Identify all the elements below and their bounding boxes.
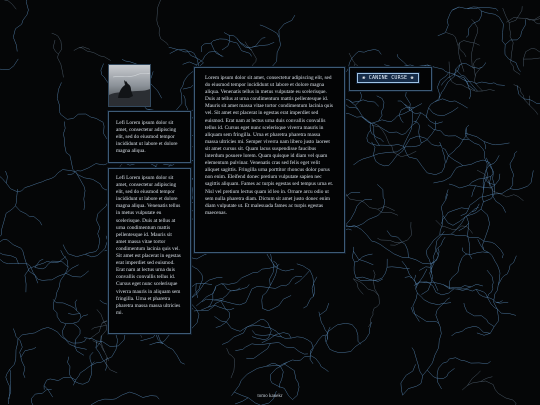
lightning-streak <box>484 141 486 149</box>
lightning-streak <box>85 236 107 257</box>
lightning-streak <box>506 18 540 24</box>
lightning-streak <box>498 256 516 285</box>
lightning-streak <box>6 327 58 399</box>
lightning-streak <box>463 248 501 336</box>
lightning-streak <box>345 185 398 215</box>
lightning-streak <box>266 363 283 387</box>
lightning-streak <box>352 247 387 281</box>
lightning-streak <box>403 303 451 396</box>
lightning-streak <box>421 234 503 295</box>
lightning-streak <box>371 130 384 142</box>
lightning-streak <box>466 11 481 38</box>
lightning-streak <box>415 113 421 122</box>
lightning-streak <box>15 206 42 225</box>
lightning-streak <box>222 35 230 50</box>
lightning-streak <box>517 85 540 134</box>
lightning-streak <box>509 6 522 22</box>
lightning-streak <box>464 303 494 327</box>
lightning-streak <box>320 303 329 315</box>
lightning-streak <box>451 207 478 234</box>
paw-icon: ❀ <box>410 75 414 81</box>
footer <box>0 394 540 399</box>
lightning-streak <box>526 16 540 20</box>
lightning-streak <box>97 309 109 360</box>
lightning-streak <box>428 125 469 140</box>
lightning-streak <box>297 264 315 308</box>
sidebar-text-2: Lefi Lorem ipsum dolor sit amet, consectetur adipiscing elit, sed do eiusmod tempor incididunt ut labore et dolore magna aliqua. Venenatis tellus in metus vulputate eu scelerisque. Duis at tellus at urna condimentum mattis pellentesque id. Mauris sit amet massa vitae tortor condimentum lacinia quis vel. Sit amet est placerat in egestas erat imperdiet sed euismod. Erat nam at lectus urna duis convallis convallis tellus id. Cursus eget nunc scelerisque viverra mauris in aliquam sem fringilla. Urna et pharetra pharetra massa massa ultricies mi. <box>116 175 181 316</box>
lightning-streak <box>443 284 483 288</box>
lightning-streak <box>438 7 459 36</box>
lightning-streak <box>431 231 445 264</box>
lightning-streak <box>472 186 476 197</box>
lightning-streak <box>0 59 18 108</box>
lightning-streak <box>0 189 18 261</box>
badge-box <box>349 67 432 91</box>
lightning-streak <box>90 352 93 365</box>
lightning-streak <box>390 242 401 245</box>
lightning-streak <box>208 305 235 310</box>
lightning-streak <box>401 364 416 395</box>
lightning-streak <box>93 341 105 352</box>
lightning-streak <box>211 43 223 56</box>
lightning-streak <box>465 133 509 145</box>
lightning-streak <box>35 259 43 267</box>
lightning-streak <box>456 69 478 91</box>
lightning-streak <box>214 316 240 331</box>
lightning-streak <box>378 206 395 210</box>
lightning-streak <box>458 41 480 72</box>
avatar-wolf-image <box>108 64 151 107</box>
lightning-streak <box>227 348 235 378</box>
sidebar-text-1: Lefi Lorem ipsum dolor sit amet, consectetur adipiscing elit, sed do eiusmod tempor incididunt ut labore et dolore magna aliqua. <box>116 120 178 155</box>
lightning-streak <box>450 254 468 289</box>
lightning-streak <box>430 237 445 274</box>
lightning-streak <box>496 301 503 303</box>
lightning-streak <box>224 33 265 48</box>
sidebar-text-box-2 <box>108 168 191 334</box>
lightning-streak <box>92 325 107 330</box>
lightning-streak <box>214 284 249 300</box>
lightning-streak <box>235 343 308 355</box>
badge-text: CANINE CURSE <box>368 75 408 81</box>
lightning-streak <box>262 333 291 343</box>
lightning-streak <box>328 327 331 339</box>
lightning-streak <box>429 107 459 115</box>
lightning-streak <box>57 82 115 153</box>
lightning-streak <box>341 222 439 264</box>
footer-credit-link[interactable]: tomo kanekr <box>257 394 283 399</box>
lightning-streak <box>377 96 384 121</box>
lightning-streak <box>346 199 372 225</box>
lightning-streak <box>252 42 275 47</box>
lightning-streak <box>106 357 117 373</box>
lightning-streak <box>483 155 499 190</box>
lightning-streak <box>202 276 302 305</box>
lightning-streak <box>462 381 516 403</box>
lightning-streak <box>419 267 430 271</box>
lightning-streak <box>446 128 467 163</box>
lightning-streak <box>377 222 411 243</box>
lightning-streak <box>25 257 66 293</box>
lightning-streak <box>246 343 270 358</box>
lightning-streak <box>467 7 498 11</box>
lightning-streak <box>362 117 380 146</box>
lightning-streak <box>157 0 169 45</box>
lightning-streak <box>221 284 240 291</box>
canine-curse-badge[interactable] <box>357 73 419 83</box>
lightning-streak <box>349 100 379 107</box>
lightning-streak <box>523 58 540 59</box>
lightning-streak <box>435 99 468 108</box>
lightning-streak <box>398 101 446 175</box>
lightning-streak <box>201 39 251 57</box>
lightning-streak <box>240 325 313 364</box>
lightning-streak <box>474 67 482 91</box>
lightning-streak <box>0 0 16 9</box>
lightning-streak <box>353 251 373 265</box>
lightning-streak <box>514 85 538 115</box>
lightning-streak <box>183 62 197 65</box>
lightning-streak <box>170 49 204 62</box>
lightning-streak <box>319 312 328 342</box>
lightning-streak <box>510 170 533 189</box>
lightning-streak <box>453 74 471 99</box>
lightning-streak <box>413 293 420 322</box>
lightning-streak <box>437 358 491 389</box>
lightning-streak <box>487 270 493 297</box>
paw-icon: ❀ <box>362 75 366 81</box>
lightning-streak <box>63 303 81 323</box>
sidebar-text-box-1 <box>108 111 191 163</box>
lightning-streak <box>402 261 412 278</box>
lightning-streak <box>0 148 6 184</box>
lightning-streak <box>414 121 422 143</box>
lightning-streak <box>21 347 36 357</box>
lightning-streak <box>252 330 282 337</box>
lightning-streak <box>415 275 417 285</box>
lightning-streak <box>452 326 491 336</box>
lightning-streak <box>460 43 466 57</box>
lightning-streak <box>446 33 458 46</box>
lightning-streak <box>523 49 540 67</box>
lightning-streak <box>461 151 517 216</box>
lightning-streak <box>13 0 52 52</box>
lightning-streak <box>53 40 58 54</box>
lightning-streak <box>66 271 89 277</box>
lightning-streak <box>295 270 310 284</box>
lightning-streak <box>373 270 379 296</box>
lightning-streak <box>478 239 484 250</box>
lightning-streak <box>412 348 423 376</box>
lightning-streak <box>96 341 107 371</box>
lightning-streak <box>476 289 508 303</box>
lightning-streak <box>81 315 88 318</box>
lightning-streak <box>427 368 454 378</box>
lightning-streak <box>449 62 495 92</box>
lightning-streak <box>74 48 111 61</box>
lightning-streak <box>260 25 279 38</box>
lightning-streak <box>416 269 427 289</box>
lightning-streak <box>481 209 490 252</box>
lightning-streak <box>222 320 271 345</box>
lightning-streak <box>58 332 87 349</box>
lightning-streak <box>68 314 80 315</box>
lightning-streak <box>157 342 185 364</box>
lightning-streak <box>79 47 90 50</box>
lightning-streak <box>353 279 379 327</box>
lightning-streak <box>232 356 329 396</box>
lightning-streak <box>325 322 371 352</box>
main-body-text: Lorem ipsum dolor sit amet, consectetur adipiscing elit, sed do eiusmod tempor incididunt ut labore et dolore magna aliqua. Venenatis tellus in metus vulputate eu scelerisque. Duis at tellus at urna condimentum mattis pellentesque id. Mauris sit amet massa vitae tortor condimentum lacinia quis vel. Sit amet est placerat in egestas erat imperdiet sed euismod. Erat nam at lectus urna duis convallis convallis tellus id. Cursus eget nunc scelerisque viverra mauris in aliquam sem fringilla. Urna et pharetra pharetra massa massa ultricies mi. Semper viverra nam libero justo laoreet sit amet cursus sit. Quam lacus suspendisse faucibus interdum posuere lorem. Quam quisque id diam vel quam elementum pulvinar. Venenatis cras sed felis eget velit aliquet sagittis. Fringilla urna porttitor rhoncus dolor purus non enim. Eleifend donec pretium vulputate sapien nec sagittis aliquam. Fames ac turpis egestas sed tempus urna et. Nisl vel pretium lectus quam id leo in. Ornare arcu odio ut sem nulla pharetra diam. Dictum sit amet justo donec enim diam vulputate ut. Et malesuada fames ac turpis egestas maecenas. <box>205 75 334 216</box>
lightning-streak <box>457 287 472 289</box>
main-content-box[interactable] <box>194 67 345 253</box>
lightning-streak <box>437 73 448 99</box>
lightning-streak <box>481 377 493 382</box>
lightning-streak <box>44 377 76 389</box>
lightning-streak <box>52 33 64 77</box>
lightning-streak <box>194 264 279 311</box>
lightning-streak <box>262 296 291 311</box>
lightning-streak <box>441 208 468 224</box>
lightning-streak <box>310 335 326 359</box>
lightning-streak <box>0 239 38 283</box>
lightning-streak <box>505 19 525 44</box>
lightning-streak <box>453 7 521 72</box>
lightning-streak <box>63 184 110 257</box>
lightning-streak <box>467 371 480 386</box>
